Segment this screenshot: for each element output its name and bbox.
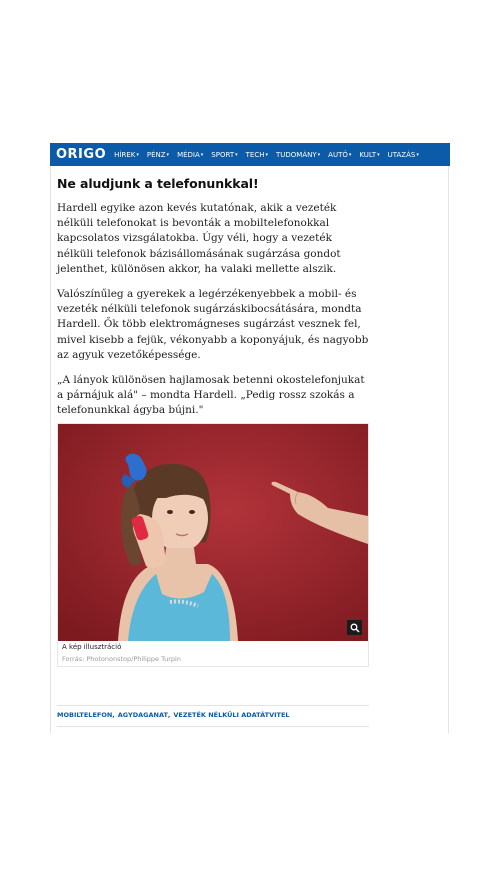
nav-label: PÉNZ xyxy=(146,150,166,159)
nav-label: SPORT xyxy=(211,150,235,159)
caret-down-icon: ▾ xyxy=(200,151,204,158)
figure-credit: Forrás: Photononstop/Philippe Turpin xyxy=(62,655,181,663)
nav-label: TECH xyxy=(245,150,265,159)
nav-item-kult[interactable] xyxy=(359,151,379,159)
article-title: Ne aludjunk a telefonunkkal! xyxy=(57,176,259,191)
article-paragraph: Valószínűleg a gyerekek a legérzékenyebbek a mobil- és vezeték nélküli telefonok sugárzáskibocsátására, mondta Hardell. Ők több elektromágneses sugárzást vesznek fel, mivel kisebb a fejük, vékonyabb a koponyájuk, és nagyobb az agyuk vezetőképessége. xyxy=(57,288,369,361)
site-logo[interactable]: ORIGO xyxy=(56,147,107,162)
nav-item-auto[interactable] xyxy=(328,151,351,159)
tag-separator: , xyxy=(112,711,115,719)
nav-label: KULT xyxy=(359,150,377,159)
article-tags xyxy=(57,711,290,719)
caret-down-icon: ▾ xyxy=(136,151,139,158)
magnifier-icon xyxy=(350,623,360,633)
nav-item-penz[interactable] xyxy=(147,151,169,159)
nav-item-sport[interactable] xyxy=(211,151,237,159)
tags-divider xyxy=(57,726,369,727)
caret-down-icon: ▾ xyxy=(235,151,238,158)
tag-link[interactable]: MOBILTELEFON xyxy=(57,711,113,719)
caret-down-icon: ▾ xyxy=(166,151,170,158)
article-paragraph: „A lányok különösen hajlamosak betenni okostelefonjukat a párnájuk alá" – mondta Hardell. „Pedig rossz szokás a telefonunkkal ágyba bújni." xyxy=(57,374,365,417)
nav-item-tech[interactable] xyxy=(246,151,268,159)
tag-separator: , xyxy=(167,711,171,719)
figure-caption: A kép illusztráció xyxy=(62,643,122,651)
caret-down-icon: ▾ xyxy=(348,151,352,158)
tag-link[interactable]: AGYDAGANAT xyxy=(117,711,168,719)
nav-item-hirek[interactable] xyxy=(114,151,139,159)
nav-item-utazas[interactable] xyxy=(388,151,419,159)
nav-label: MÉDIA xyxy=(177,150,200,159)
caret-down-icon: ▾ xyxy=(265,151,268,158)
caret-down-icon: ▾ xyxy=(416,151,419,158)
article-paragraph: Hardell egyike azon kevés kutatónak, akik a vezeték nélküli telefonokat is bevonták a mobiltelefonokkal kapcsolatos vizsgálatokba. Úgy véli, hogy a vezeték nélküli telefonok bázisállomásának sugárzása gondot jelenthet, különösen akkor, ha valaki mellette alszik. xyxy=(57,202,341,275)
tag-link[interactable]: VEZETÉK NÉLKÜLI ADATÁTVITEL xyxy=(173,711,290,719)
article-figure xyxy=(57,423,369,667)
nav-item-media[interactable] xyxy=(177,151,203,159)
nav-item-tudomany[interactable] xyxy=(276,151,320,159)
article-body xyxy=(57,176,369,419)
nav-label: AUTÓ xyxy=(328,150,348,159)
nav-label: TUDOMÁNY xyxy=(276,150,317,159)
article-photo[interactable] xyxy=(58,424,368,641)
tags-divider xyxy=(57,705,369,706)
zoom-button[interactable] xyxy=(347,620,362,635)
article-page xyxy=(50,143,450,733)
nav-label: UTAZÁS xyxy=(387,150,416,159)
nav-label: HÍREK xyxy=(114,150,136,159)
caret-down-icon: ▾ xyxy=(377,151,380,158)
caret-down-icon: ▾ xyxy=(317,151,321,158)
top-navbar xyxy=(50,143,450,166)
nav-menu xyxy=(114,151,427,159)
